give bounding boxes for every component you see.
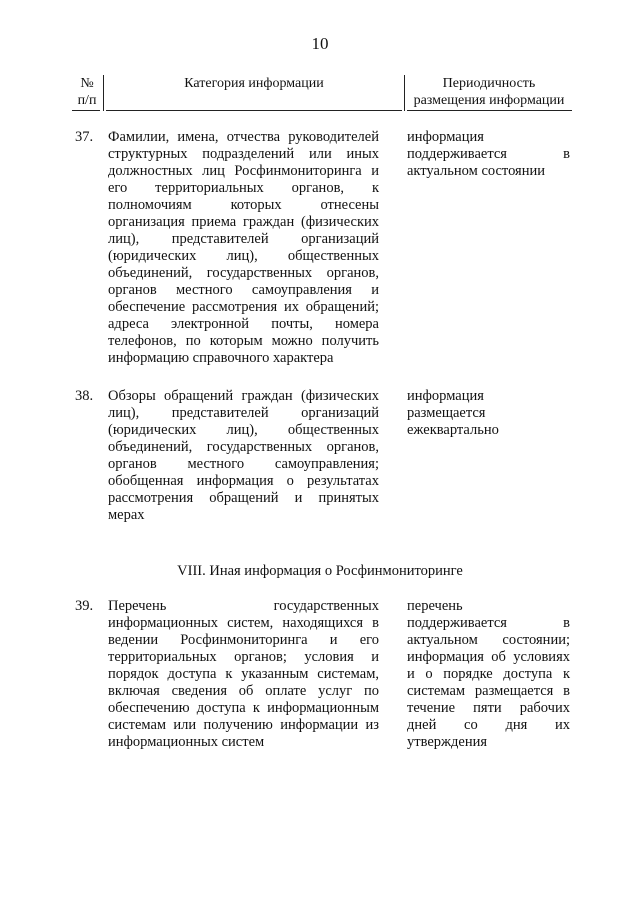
text-line: адреса электронной почты, номера [108,316,379,332]
header-periodicity-line-2: размещения информации [413,93,565,108]
header-category [102,75,406,92]
text-line: информационных систем [108,734,265,750]
text-line: объединений, государственных органов, [108,439,379,455]
header-num-line-2: п/п [77,93,97,108]
text-line: организация приема граждан (физических [108,214,379,230]
header-periodicity [406,75,572,109]
text-line: включая сведения об оплате услуг по [108,683,379,699]
text-line: Перечень государственных [108,598,379,614]
row-number: 37. [75,129,94,145]
row-number: 38. [75,388,94,404]
page-number: 10 [311,34,329,53]
text-line: обобщенная информация о результатах [108,473,379,489]
header-underline [72,110,100,111]
text-line: полномочиям которых отнесены [108,197,379,213]
text-line: информация [407,129,484,145]
text-line: лиц), представителей организаций [108,231,379,247]
header-num [72,75,102,109]
section-title: VIII. Иная информация о Росфинмониторинге [177,563,463,579]
text-line: порядок доступа к указанным системам, [108,666,379,682]
text-line: системам или получению информации из [108,717,379,733]
text-line: объединений, государственных органов, [108,265,379,281]
text-line: дней со дня их [407,717,570,733]
text-line: информационных систем, находящихся в [108,615,379,631]
text-line: мерах [108,507,145,523]
row-periodicity [407,129,570,180]
text-line: и о порядке доступа к [407,666,570,682]
header-divider [103,75,104,111]
text-line: системам размещается в [407,683,570,699]
text-line: информация [407,388,484,404]
row-periodicity [407,388,570,439]
text-line: поддерживается в [407,146,570,162]
table-header [72,75,572,111]
text-line: органов местного самоуправления и [108,282,379,298]
header-category-label: Категория информации [184,76,324,91]
text-line: актуальном состоянии [407,163,545,179]
text-line: его территориальных органов, к [108,180,379,196]
header-underline [407,110,572,111]
text-line: телефонов, по которым можно получить [108,333,379,349]
text-line: актуальном состоянии; [407,632,570,648]
text-line: Обзоры обращений граждан (физических [108,388,379,404]
text-line: утверждения [407,734,488,750]
text-line: перечень [407,598,463,614]
text-line: (юридических лиц), общественных [108,422,379,438]
text-line: Фамилии, имена, отчества руководителей [108,129,379,145]
text-line: органов местного самоуправления; [108,456,379,472]
text-line: информацию справочного характера [108,350,334,366]
text-line: ежеквартально [407,422,499,438]
text-line: обеспечению доступа к информационным [108,700,379,716]
row-number: 39. [75,598,94,614]
header-num-line-1: № [80,76,94,91]
text-line: размещается [407,405,486,421]
text-line: (юридических лиц), общественных [108,248,379,264]
row-category [108,598,379,751]
text-line: обеспечение рассмотрения их обращений; [108,299,379,315]
header-underline [106,110,402,111]
text-line: лиц), представителей организаций [108,405,379,421]
text-line: поддерживается в [407,615,570,631]
text-line: информация об условиях [407,649,570,665]
header-periodicity-line-1: Периодичность [442,76,536,91]
row-periodicity [407,598,570,751]
row-category [108,129,379,367]
text-line: должностных лиц Росфинмониторинга и [108,163,379,179]
text-line: ведении Росфинмониторинга и его [108,632,379,648]
text-line: структурных подразделений или иных [108,146,379,162]
text-line: территориальных органов; условия и [108,649,379,665]
text-line: рассмотрения обращений и принятых [108,490,379,506]
header-divider [404,75,405,111]
text-line: течение пяти рабочих [407,700,570,716]
row-category [108,388,379,524]
